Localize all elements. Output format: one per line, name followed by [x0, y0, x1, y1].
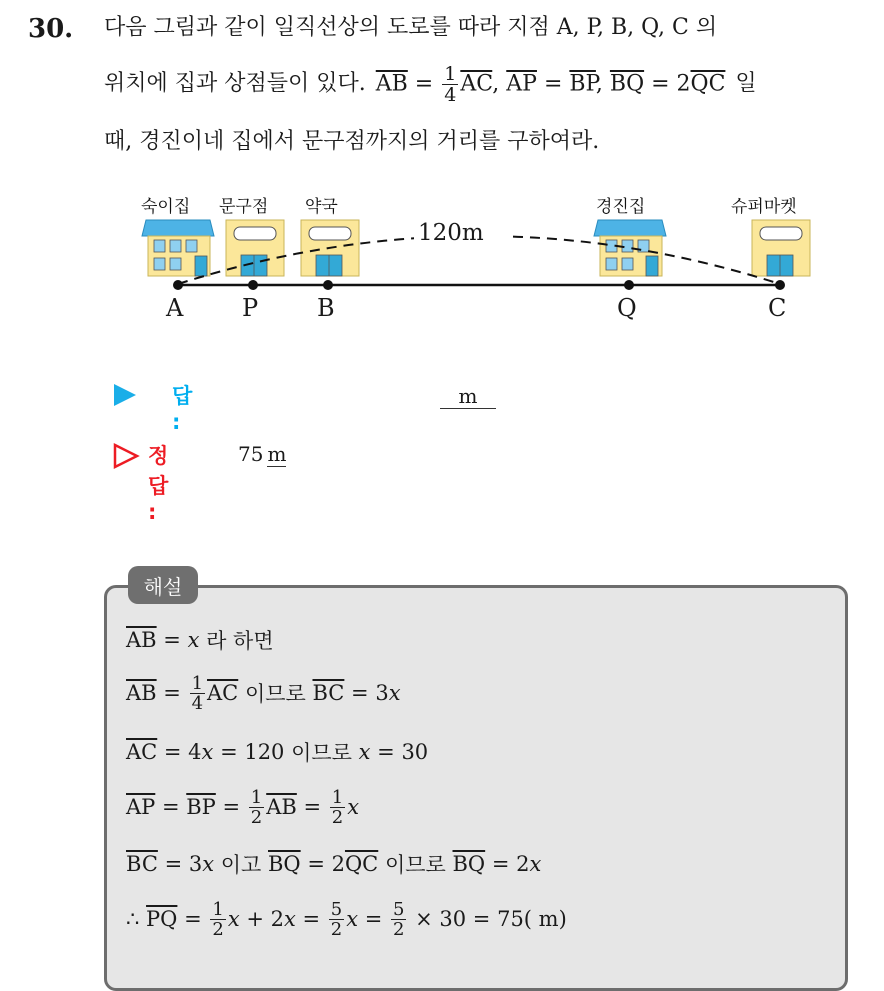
- building-label-1: 문구점: [219, 197, 269, 217]
- building-label-3: 경진집: [596, 197, 646, 217]
- solution-line-3-text: 이므로: [291, 741, 352, 765]
- building-label-2: 약국: [305, 197, 338, 217]
- solution-line-4: $\overline{AP}$ = $\overline{BP}$ = $\frac{1}{2}$ $\overline{AB}$ = $\frac{1}{2}$ x: [126, 786, 360, 828]
- correct-answer-unit: m: [267, 442, 287, 466]
- point-label-b: B: [317, 294, 335, 322]
- building-label-0: 숙이집: [141, 197, 191, 217]
- solution-line-1: $\overline{AB}$ = x 라 하면: [126, 622, 274, 658]
- supermarket-icon: [752, 220, 810, 276]
- solution-line-6: ∴ $\overline{PQ}$ = $\frac{1}{2}$ x + 2 x = $\frac{5}{2}$ x = $\frac{5}{2}$ × 30 = 75( m): [126, 898, 567, 940]
- point-label-a: A: [166, 294, 184, 322]
- play-arrow-icon: [112, 382, 138, 408]
- correct-answer-value: 75: [238, 442, 264, 466]
- problem-line-2-text: 위치에 집과 상점들이 있다.: [104, 71, 366, 96]
- house-icon: [594, 220, 666, 276]
- house-icon: [142, 220, 214, 276]
- correct-answer-label: 정답 :: [148, 444, 169, 524]
- solution-line-2: $\overline{AB}$ = $\frac{1}{4}$ $\overline{AC}$ 이므로 $\overline{BC}$ = 3 x: [126, 672, 401, 714]
- point-c-dot: [775, 280, 785, 290]
- solution-line-5-text-2: 이므로: [384, 853, 446, 877]
- solution-line-5-text-1: 이고: [220, 853, 262, 877]
- eq-ab-quarter-ac: $\overline{AB}$ = $\frac{1}{4}$ $\overline{AC}$, $\overline{AP} = \overline{BP}$, $\overline{BQ} = 2\overline{QC}$: [375, 62, 726, 106]
- point-a-dot: [173, 280, 183, 290]
- solution-tag: 해설: [128, 566, 198, 604]
- point-label-c: C: [768, 294, 787, 322]
- solution-line-1-text: 라 하면: [206, 629, 274, 653]
- figure-svg: [0, 0, 884, 330]
- problem-number: 30.: [28, 14, 74, 44]
- problem-line-3: 때, 경진이네 집에서 문구점까지의 거리를 구하여라.: [104, 129, 600, 154]
- building-label-4: 슈퍼마켓: [731, 197, 797, 217]
- point-b-dot: [323, 280, 333, 290]
- answer-blank[interactable]: [440, 384, 496, 409]
- solution-line-2-text: 이므로: [244, 682, 306, 706]
- solution-line-3: $\overline{AC}$ = 4 x = 120 이므로 x = 30: [126, 734, 428, 770]
- problem-line-1: 다음 그림과 같이 일직선상의 도로를 따라 지점 A, P, B, Q, C 의: [104, 15, 718, 40]
- point-label-q: Q: [617, 294, 637, 322]
- answer-unit: m: [458, 384, 478, 408]
- point-label-p: P: [242, 294, 259, 322]
- distance-label: 120m: [418, 220, 484, 246]
- point-p-dot: [248, 280, 258, 290]
- correct-answer-value-wrap: [238, 442, 286, 466]
- problem-line-2-end: 일: [735, 71, 757, 96]
- outline-arrow-icon: [112, 442, 140, 470]
- solution-line-5: $\overline{BC}$ = 3 x 이고 $\overline{BQ}$ = 2 $\overline{QC}$ 이므로 $\overline{BQ}$ = 2 x: [126, 846, 541, 882]
- answer-label: 답 :: [172, 384, 193, 434]
- point-q-dot: [624, 280, 634, 290]
